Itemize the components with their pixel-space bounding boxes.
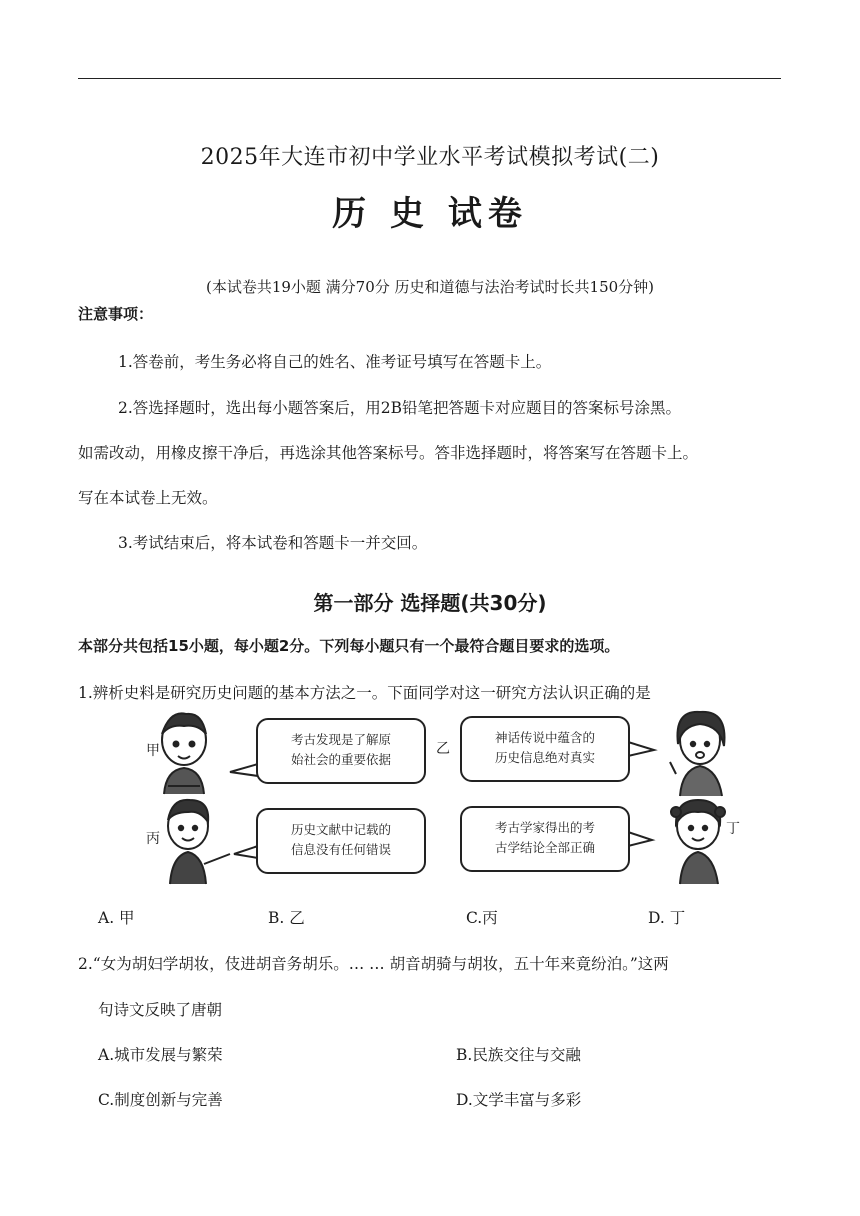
bubble-bing-line-1: 历史文献中记载的: [290, 822, 391, 837]
bubble-yi-line-1: 神话传说中蕴含的: [494, 730, 595, 745]
q2-option-c: C.制度创新与完善: [98, 1091, 223, 1109]
bubble-jia: [256, 718, 426, 784]
exam-info: (本试卷共19小题 满分70分 历史和道德与法治考试时长共150分钟): [205, 278, 655, 296]
notice-item-2-line-3: 写在本试卷上无效。: [78, 489, 218, 507]
notice-item-3: 3.考试结束后，将本试卷和答题卡一并交回。: [118, 534, 428, 552]
label-ding: 丁: [726, 821, 740, 837]
students-illustration: [140, 704, 740, 890]
bubble-yi-line-2: 历史信息绝对真实: [494, 750, 595, 765]
q2-option-a: A.城市发展与繁荣: [98, 1046, 223, 1064]
notice-heading: 注意事项：: [78, 305, 154, 323]
notice-item-2-line-2: 如需改动，用橡皮擦干净后，再选涂其他答案标号。答非选择题时，将答案写在答题卡上。: [78, 444, 699, 462]
q1-option-b: B. 乙: [268, 909, 305, 927]
bubble-ding: [460, 806, 630, 872]
notice-item-1: 1.答卷前，考生务必将自己的姓名、准考证号填写在答题卡上。: [118, 353, 552, 371]
exam-title: 2025年大连市初中学业水平考试模拟考试(二): [200, 145, 660, 170]
bubble-yi: [460, 716, 630, 782]
bubble-bing-line-2: 信息没有任何错误: [290, 842, 391, 857]
q1-option-c: C.丙: [466, 909, 498, 927]
student-bing-figure: [168, 800, 230, 884]
question-1-figure: [140, 704, 740, 890]
bubble-ding-line-2: 古学结论全部正确: [494, 840, 595, 855]
bubble-ding-line-1: 考古学家得出的考: [494, 820, 595, 835]
subject-title: 历 史 试卷: [332, 194, 528, 234]
bubble-jia-line-1: 考古发现是了解原: [290, 732, 391, 747]
question-2-stem-line-2: 句诗文反映了唐朝: [98, 1001, 223, 1019]
student-ding-figure: [671, 800, 725, 884]
bubble-jia-line-2: 始社会的重要依据: [290, 752, 391, 767]
bubble-bing: [256, 808, 426, 874]
q1-option-d: D. 丁: [648, 909, 686, 927]
q2-option-d: D.文学丰富与多彩: [456, 1091, 582, 1109]
label-jia: 甲: [146, 743, 160, 759]
question-1-stem: 1.辨析史料是研究历史问题的基本方法之一。下面同学对这一研究方法认识正确的是: [78, 684, 651, 702]
notice-item-2-line-1: 2.答选择题时，选出每小题答案后，用2B铅笔把答题卡对应题目的答案标号涂黑。: [118, 399, 682, 417]
label-bing: 丙: [146, 831, 160, 847]
question-2-stem-line-1: 2.“女为胡妇学胡妆，伎进胡音务胡乐。… … 胡音胡骑与胡妆，五十年来竟纷泊。”这两: [78, 955, 669, 973]
student-yi-figure: [670, 712, 725, 796]
section-heading: 第一部分 选择题(共30分): [313, 591, 547, 615]
q1-option-a: A. 甲: [98, 909, 135, 927]
label-yi: 乙: [436, 741, 450, 757]
student-jia-figure: [162, 713, 206, 794]
header-rule: [78, 78, 781, 79]
q2-option-b: B.民族交往与交融: [456, 1046, 581, 1064]
section-description: 本部分共包括15小题，每小题2分。下列每小题只有一个最符合题目要求的选项。: [78, 637, 620, 655]
